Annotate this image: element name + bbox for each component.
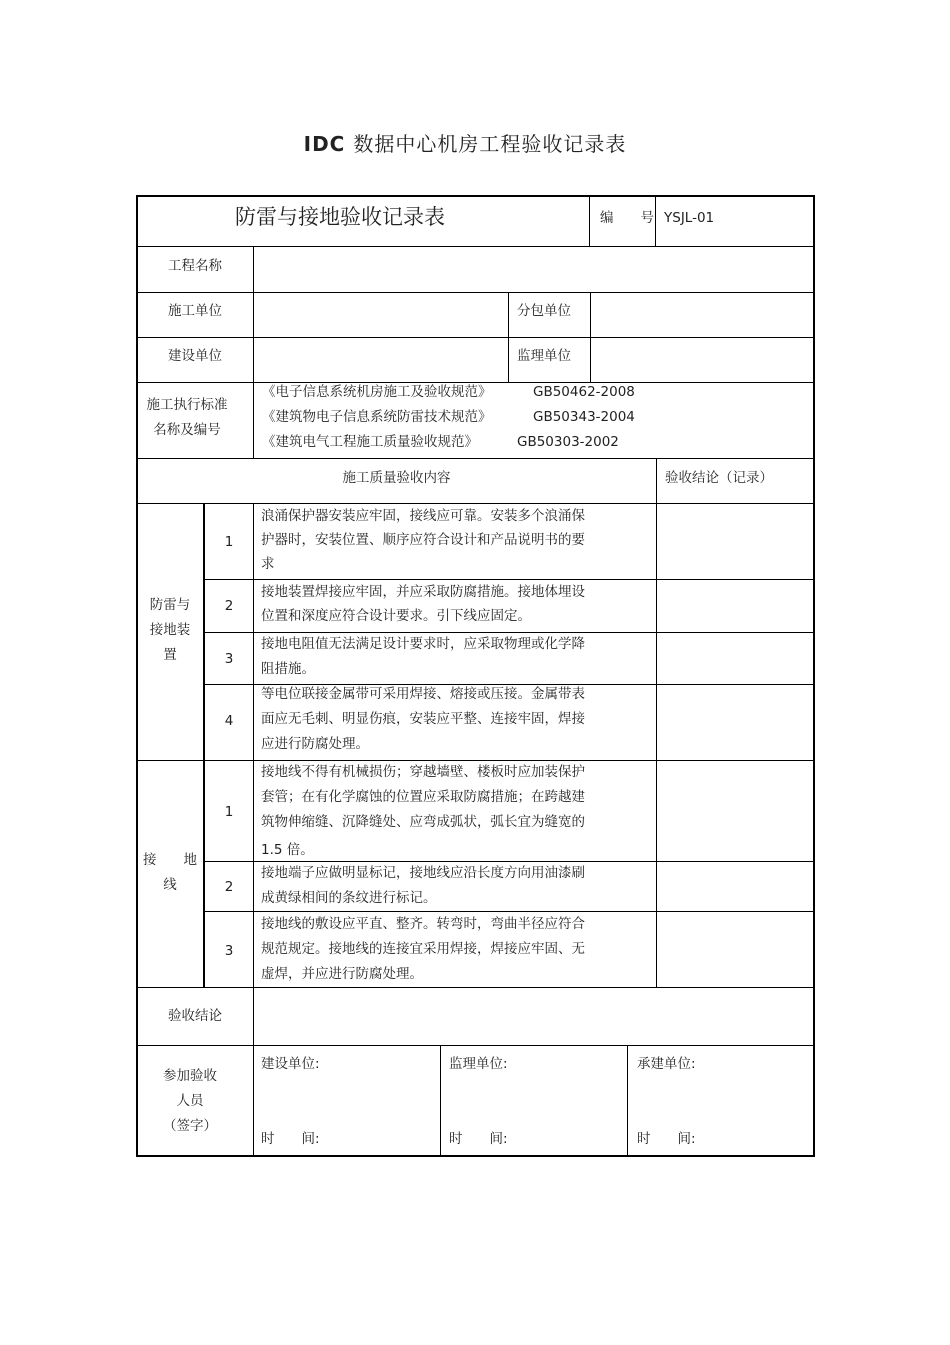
item-text: 阻措施。 xyxy=(261,661,315,677)
document-title xyxy=(0,128,930,157)
group-label: 防雷与 xyxy=(149,597,191,613)
item-number: 3 xyxy=(224,651,234,667)
item-text: 1.5 倍。 xyxy=(261,842,314,858)
participants-label: 参加验收 xyxy=(163,1068,217,1084)
group-label: 接地装 xyxy=(149,622,191,638)
table-rule xyxy=(253,987,254,1157)
acceptance-conclusion-label: 验收结论 xyxy=(168,1008,222,1024)
group-label: 接 地 xyxy=(143,852,197,868)
signer-unit: 监理单位: xyxy=(449,1056,508,1072)
item-number: 1 xyxy=(224,534,234,550)
item-text: 护器时，安装位置、顺序应符合设计和产品说明书的要 xyxy=(261,532,585,548)
item-number: 2 xyxy=(224,879,234,895)
table-rule xyxy=(656,458,657,987)
item-text: 面应无毛刺、明显伤痕，安装应平整、连接牢固，焊接 xyxy=(261,711,585,727)
standard-name: 《建筑电气工程施工质量验收规范》 xyxy=(262,434,478,450)
subcontract-unit-label: 分包单位 xyxy=(517,303,571,319)
project-name-label: 工程名称 xyxy=(168,258,222,274)
item-text: 接地线的敷设应平直、整齐。转弯时，弯曲半径应符合 xyxy=(261,916,585,932)
conclusion-header: 验收结论（记录） xyxy=(665,470,773,486)
item-text: 位置和深度应符合设计要求。引下线应固定。 xyxy=(261,608,531,624)
item-text: 求 xyxy=(261,556,275,572)
table-rule xyxy=(589,195,590,246)
group-label: 置 xyxy=(163,647,177,663)
signer-unit: 承建单位: xyxy=(637,1056,696,1072)
table-rule xyxy=(590,292,591,382)
table-rule xyxy=(627,1045,628,1157)
item-number: 4 xyxy=(224,713,234,729)
item-text: 套管；在有化学腐蚀的位置应采取防腐措施；在跨越建 xyxy=(261,789,585,805)
signer-unit: 建设单位: xyxy=(261,1056,320,1072)
item-text: 接地端子应做明显标记，接地线应沿长度方向用油漆刷 xyxy=(261,865,585,881)
table-rule xyxy=(655,195,656,246)
item-text: 虚焊，并应进行防腐处理。 xyxy=(261,966,423,982)
standards-label: 名称及编号 xyxy=(153,422,221,438)
table-rule xyxy=(440,1045,441,1157)
item-text: 筑物伸缩缝、沉降缝处、应弯成弧状，弧长宜为缝宽的 xyxy=(261,814,585,830)
item-text: 接地装置焊接应牢固，并应采取防腐措施。接地体埋设 xyxy=(261,584,585,600)
table-rule xyxy=(136,337,815,338)
content-header: 施工质量验收内容 xyxy=(342,470,451,486)
standards-label: 施工执行标准 xyxy=(146,397,228,413)
item-text: 等电位联接金属带可采用焊接、熔接或压接。金属带表 xyxy=(261,686,585,702)
item-number: 3 xyxy=(224,943,234,959)
item-text: 成黄绿相间的条纹进行标记。 xyxy=(261,890,437,906)
table-rule xyxy=(136,458,815,459)
item-text: 规范规定。接地线的连接宜采用焊接，焊接应牢固、无 xyxy=(261,941,585,957)
table-rule xyxy=(253,503,254,987)
item-text: 应进行防腐处理。 xyxy=(261,736,369,752)
item-number: 1 xyxy=(224,804,234,820)
code-value: YSJL-01 xyxy=(664,210,715,226)
table-rule xyxy=(136,987,815,988)
participants-label: 人员 xyxy=(176,1093,204,1109)
owner-unit-label: 建设单位 xyxy=(168,348,222,364)
document-title-text: 数据中心机房工程验收记录表 xyxy=(353,132,627,156)
table-rule xyxy=(136,246,815,247)
standard-name: 《电子信息系统机房施工及验收规范》 xyxy=(262,384,492,400)
table-rule xyxy=(136,292,815,293)
item-text: 浪涌保护器安装应牢固，接线应可靠。安装多个浪涌保 xyxy=(261,508,585,524)
construction-unit-label: 施工单位 xyxy=(168,303,222,319)
standard-code: GB50303-2002 xyxy=(517,434,619,450)
signer-time: 时 间: xyxy=(449,1131,508,1147)
signer-time: 时 间: xyxy=(637,1131,696,1147)
table-rule xyxy=(253,246,254,458)
supervision-unit-label: 监理单位 xyxy=(517,348,571,364)
participants-label: （签字） xyxy=(163,1118,217,1134)
item-text: 接地线不得有机械损伤；穿越墙壁、楼板时应加装保护 xyxy=(261,764,585,780)
standard-code: GB50343-2004 xyxy=(533,409,635,425)
item-text: 接地电阻值无法满足设计要求时，应采取物理或化学降 xyxy=(261,636,585,652)
standard-code: GB50462-2008 xyxy=(533,384,635,400)
table-rule xyxy=(508,292,509,382)
item-number: 2 xyxy=(224,598,234,614)
table-rule xyxy=(203,503,205,987)
code-label: 编 号 xyxy=(600,210,654,226)
table-rule xyxy=(136,1045,815,1046)
standard-name: 《建筑物电子信息系统防雷技术规范》 xyxy=(262,409,492,425)
form-title: 防雷与接地验收记录表 xyxy=(235,205,445,229)
group-label: 线 xyxy=(163,877,177,893)
document-title-prefix: IDC xyxy=(303,132,346,156)
signer-time: 时 间: xyxy=(261,1131,320,1147)
